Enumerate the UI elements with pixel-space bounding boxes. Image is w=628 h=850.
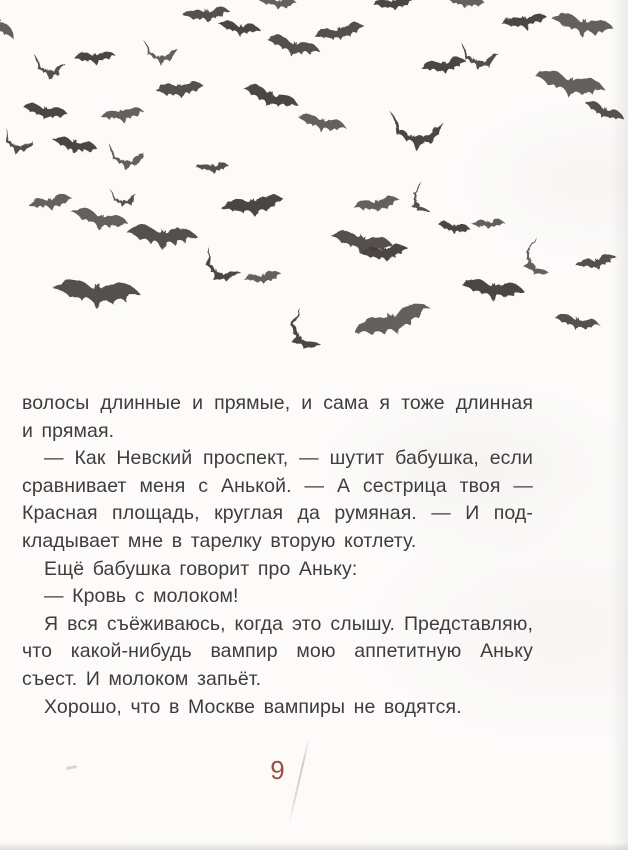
bat bbox=[27, 193, 73, 215]
text-line: — Как Невский проспект, — шутит бабушка, если bbox=[44, 447, 533, 470]
text-line: волосы длинные и прямые, и сама я тоже длинная bbox=[22, 392, 533, 414]
bat bbox=[0, 127, 34, 160]
bat bbox=[155, 80, 205, 101]
bat bbox=[106, 189, 137, 210]
bat bbox=[353, 194, 401, 217]
bat bbox=[139, 40, 178, 68]
text-line: сравнивает меня с Анькой. — А сестрица твоя — bbox=[22, 474, 533, 497]
bat bbox=[194, 247, 241, 291]
bat bbox=[352, 298, 435, 348]
story-text bbox=[22, 390, 533, 721]
bat bbox=[553, 312, 601, 335]
bat bbox=[296, 112, 347, 137]
bat bbox=[28, 54, 66, 82]
bat bbox=[313, 20, 366, 47]
text-line: — Кровь с молоком! bbox=[44, 585, 239, 608]
bat bbox=[125, 224, 198, 252]
bat bbox=[53, 278, 142, 312]
bat bbox=[420, 56, 468, 77]
bat bbox=[501, 12, 549, 33]
bat bbox=[264, 32, 322, 63]
bat bbox=[239, 81, 300, 117]
bat bbox=[532, 67, 607, 104]
text-line: Ещё бабушка говорит про Аньку: bbox=[44, 557, 358, 580]
bat bbox=[445, 0, 486, 11]
page-number: 9 bbox=[270, 755, 285, 785]
bat bbox=[102, 143, 144, 174]
bat bbox=[196, 162, 229, 175]
page-edge-shadow-bottom bbox=[0, 842, 628, 850]
bats-svg bbox=[0, 0, 628, 385]
text-line: Красная площадь, круглая да румяная. — И под- bbox=[22, 502, 533, 525]
bat bbox=[471, 218, 504, 231]
bat bbox=[461, 278, 525, 304]
bat bbox=[70, 206, 131, 236]
bat bbox=[279, 308, 322, 357]
bat bbox=[405, 182, 431, 217]
bat bbox=[243, 270, 283, 287]
page-edge-shadow-right bbox=[610, 0, 628, 850]
text-line: Я вся съёживаюсь, когда это слышу. Представляю, bbox=[44, 612, 533, 635]
bat bbox=[74, 50, 117, 66]
text-line: Хорошо, что в Москве вампиры не водятся. bbox=[44, 695, 462, 718]
bat bbox=[218, 20, 261, 39]
bat bbox=[0, 0, 17, 44]
bat bbox=[374, 0, 415, 13]
bat bbox=[437, 221, 471, 236]
bat bbox=[220, 192, 286, 221]
bat bbox=[99, 106, 144, 125]
bat bbox=[516, 237, 550, 281]
text-line: кладывает мне в тарелку вторую котлету. bbox=[22, 529, 417, 552]
bats-illustration bbox=[0, 0, 628, 385]
bat bbox=[51, 134, 99, 158]
bat bbox=[258, 0, 297, 11]
bat-flock bbox=[0, 0, 626, 357]
bat bbox=[550, 11, 616, 42]
text-line: съест. И молоком запьёт. bbox=[22, 667, 262, 690]
text-line: что какой-нибудь вампир мою аппетитную Аньку bbox=[22, 640, 533, 663]
text-line: и прямая. bbox=[22, 419, 115, 442]
bat bbox=[380, 109, 444, 155]
bat bbox=[21, 101, 69, 124]
